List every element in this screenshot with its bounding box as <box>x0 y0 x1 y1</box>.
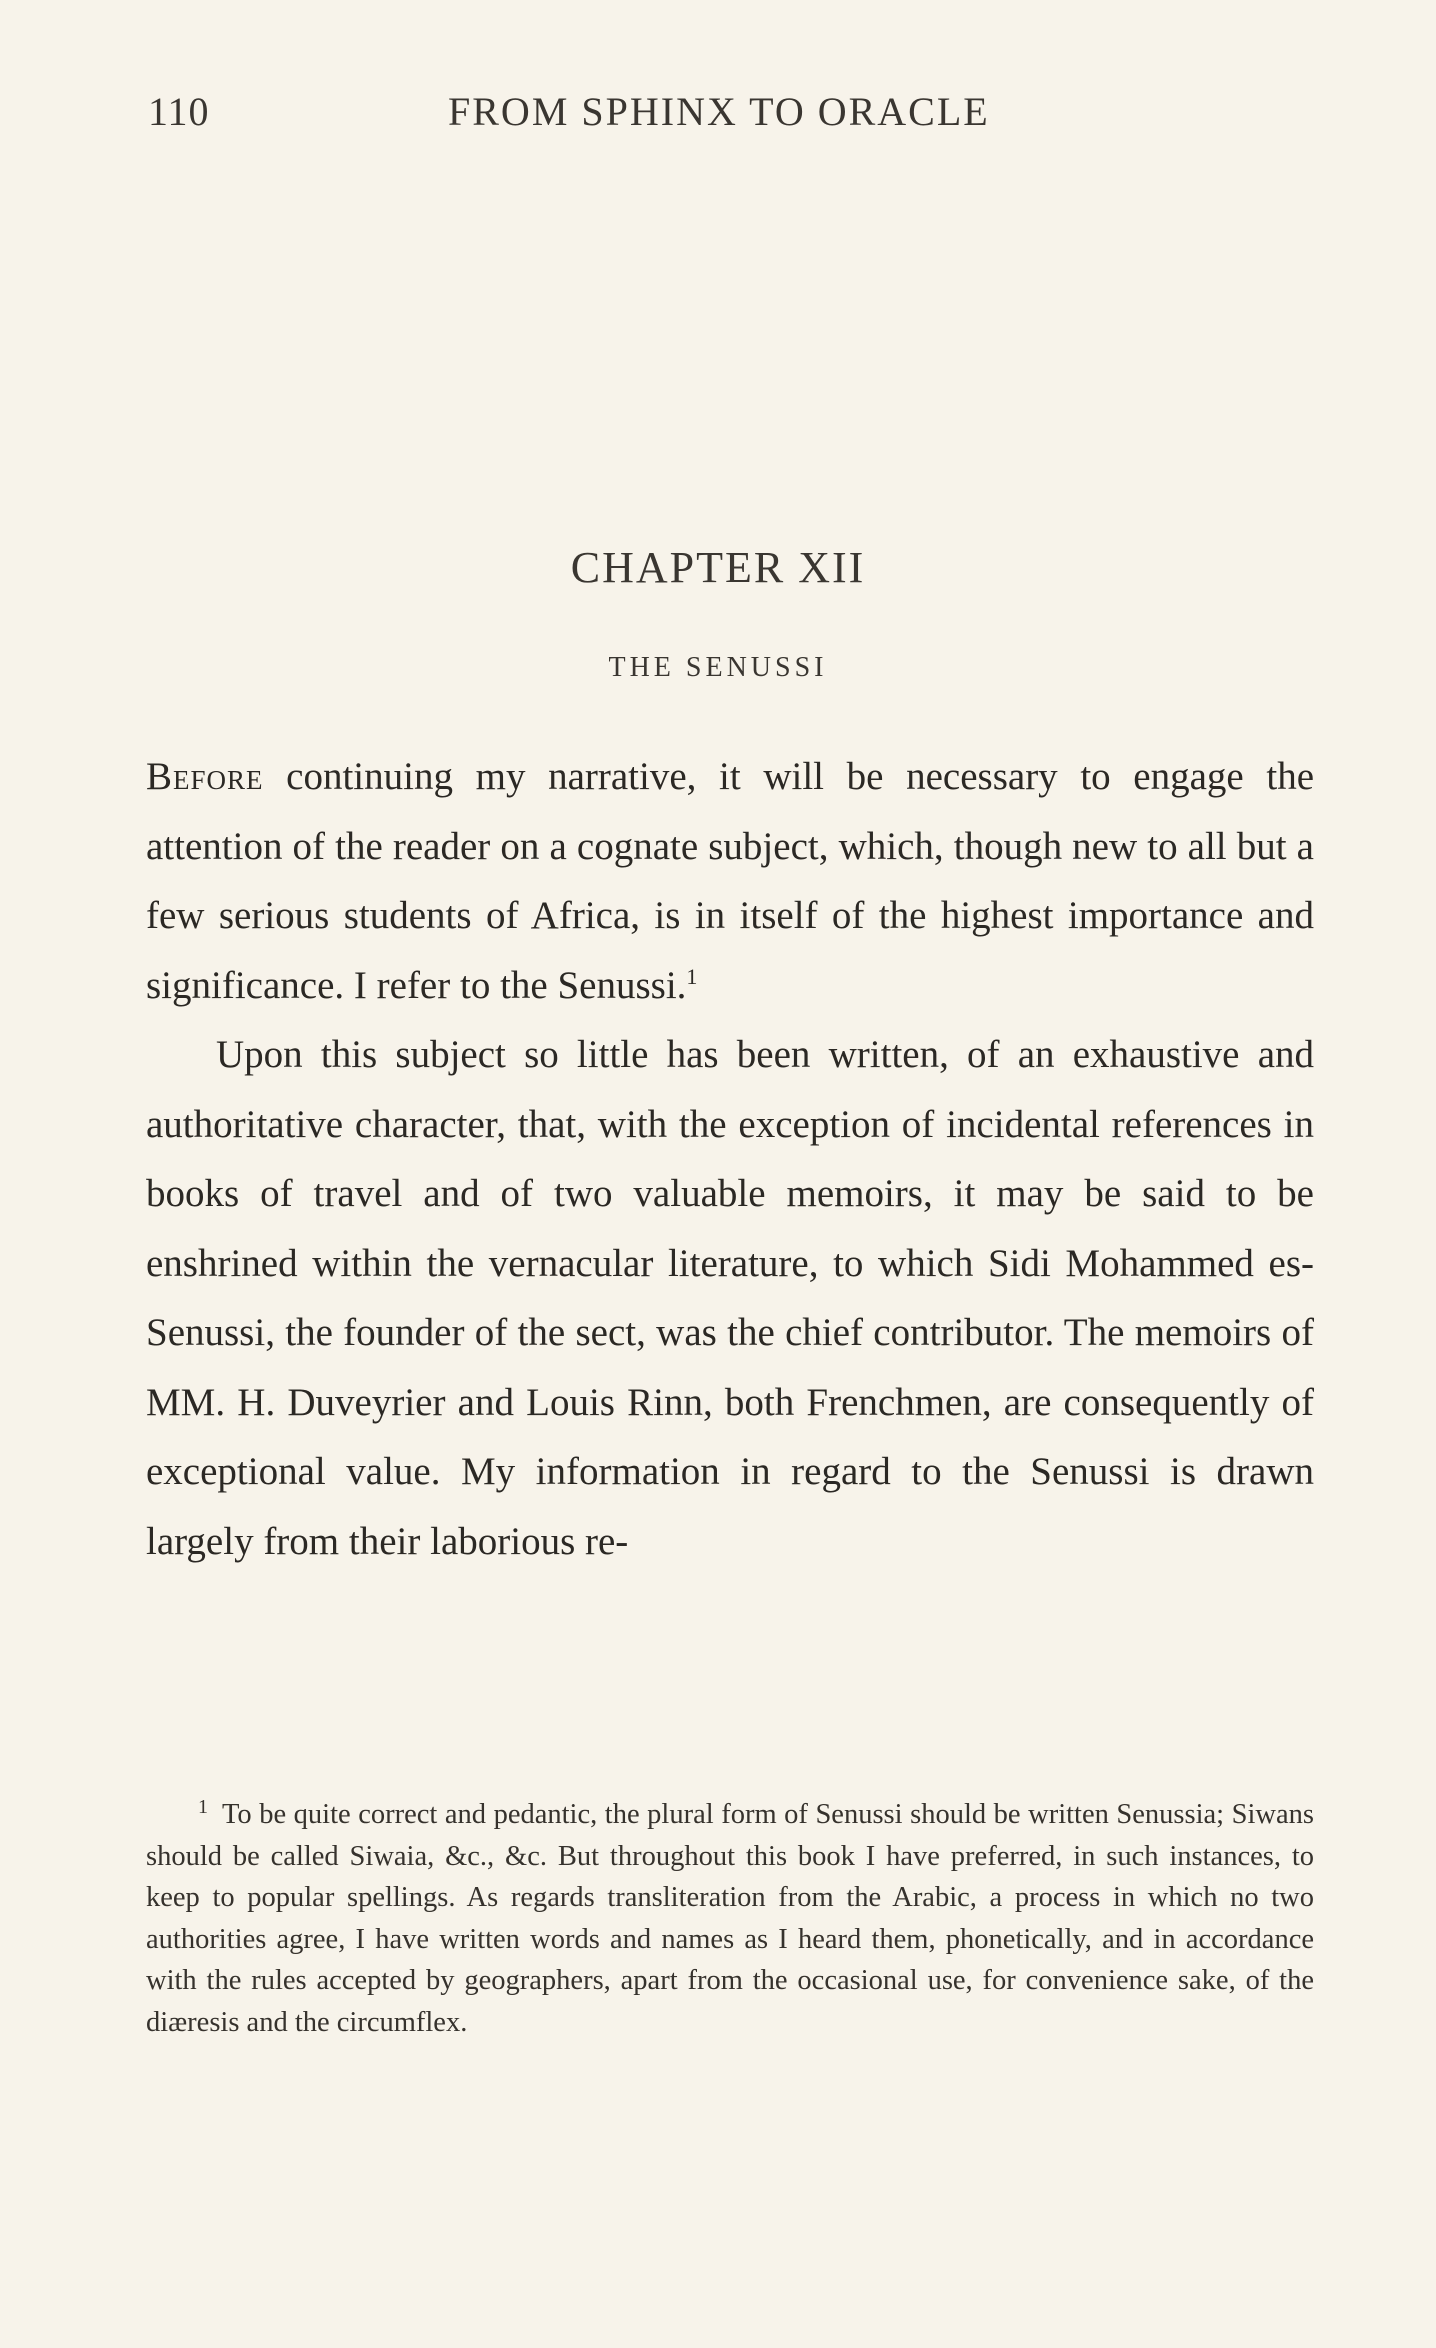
paragraph-1-text: continuing my narrative, it will be necessary to engage the attention of the reader on a cognate subject, which, though new to all but a few serious students of Africa, is in itself of the highest importance and significance. I refer to the Senussi. <box>146 755 1314 1007</box>
paragraph-lead-word: Before <box>146 755 264 798</box>
paragraph-2: Upon this subject so little has been written, of an exhaustive and authoritative character, that, with the exception of incidental references in books of travel and of two valuable memoirs, it may be said to be enshrined within the vernacular literature, to which Sidi Mohammed es-Senussi, the founder of the sect, was the chief contributor. The memoirs of MM. H. Duveyrier and Louis Rinn, both Frenchmen, are consequently of exceptional value. My information in regard to the Senussi is drawn largely from their laborious re- <box>146 1033 1314 1563</box>
page-number: 110 <box>148 89 210 134</box>
body-text <box>146 742 1314 1576</box>
paragraph-1 <box>146 742 1314 1020</box>
footnote-reference: 1 <box>686 963 698 989</box>
footnote <box>146 1794 1314 2043</box>
chapter-title: CHAPTER XII <box>570 543 866 592</box>
chapter-subtitle: THE SENUSSI <box>608 652 828 683</box>
footnote-text: To be quite correct and pedantic, the plural form of Senussi should be written Senussia; Siwans should be called Siwaia, &c., &c. But throughout this book I have preferred, in such instances, to keep to popular spellings. As regards transliteration from the Arabic, a process in which no two authorities agree, I have written words and names as I heard them, phonetically, and in accordance with the rules accepted by geographers, apart from the occasional use, for convenience sake, of the diæresis and the circumflex. <box>146 1799 1314 2038</box>
running-title: FROM SPHINX TO ORACLE <box>448 89 990 134</box>
running-head <box>148 88 1310 148</box>
footnote-mark: 1 <box>198 1795 208 1818</box>
